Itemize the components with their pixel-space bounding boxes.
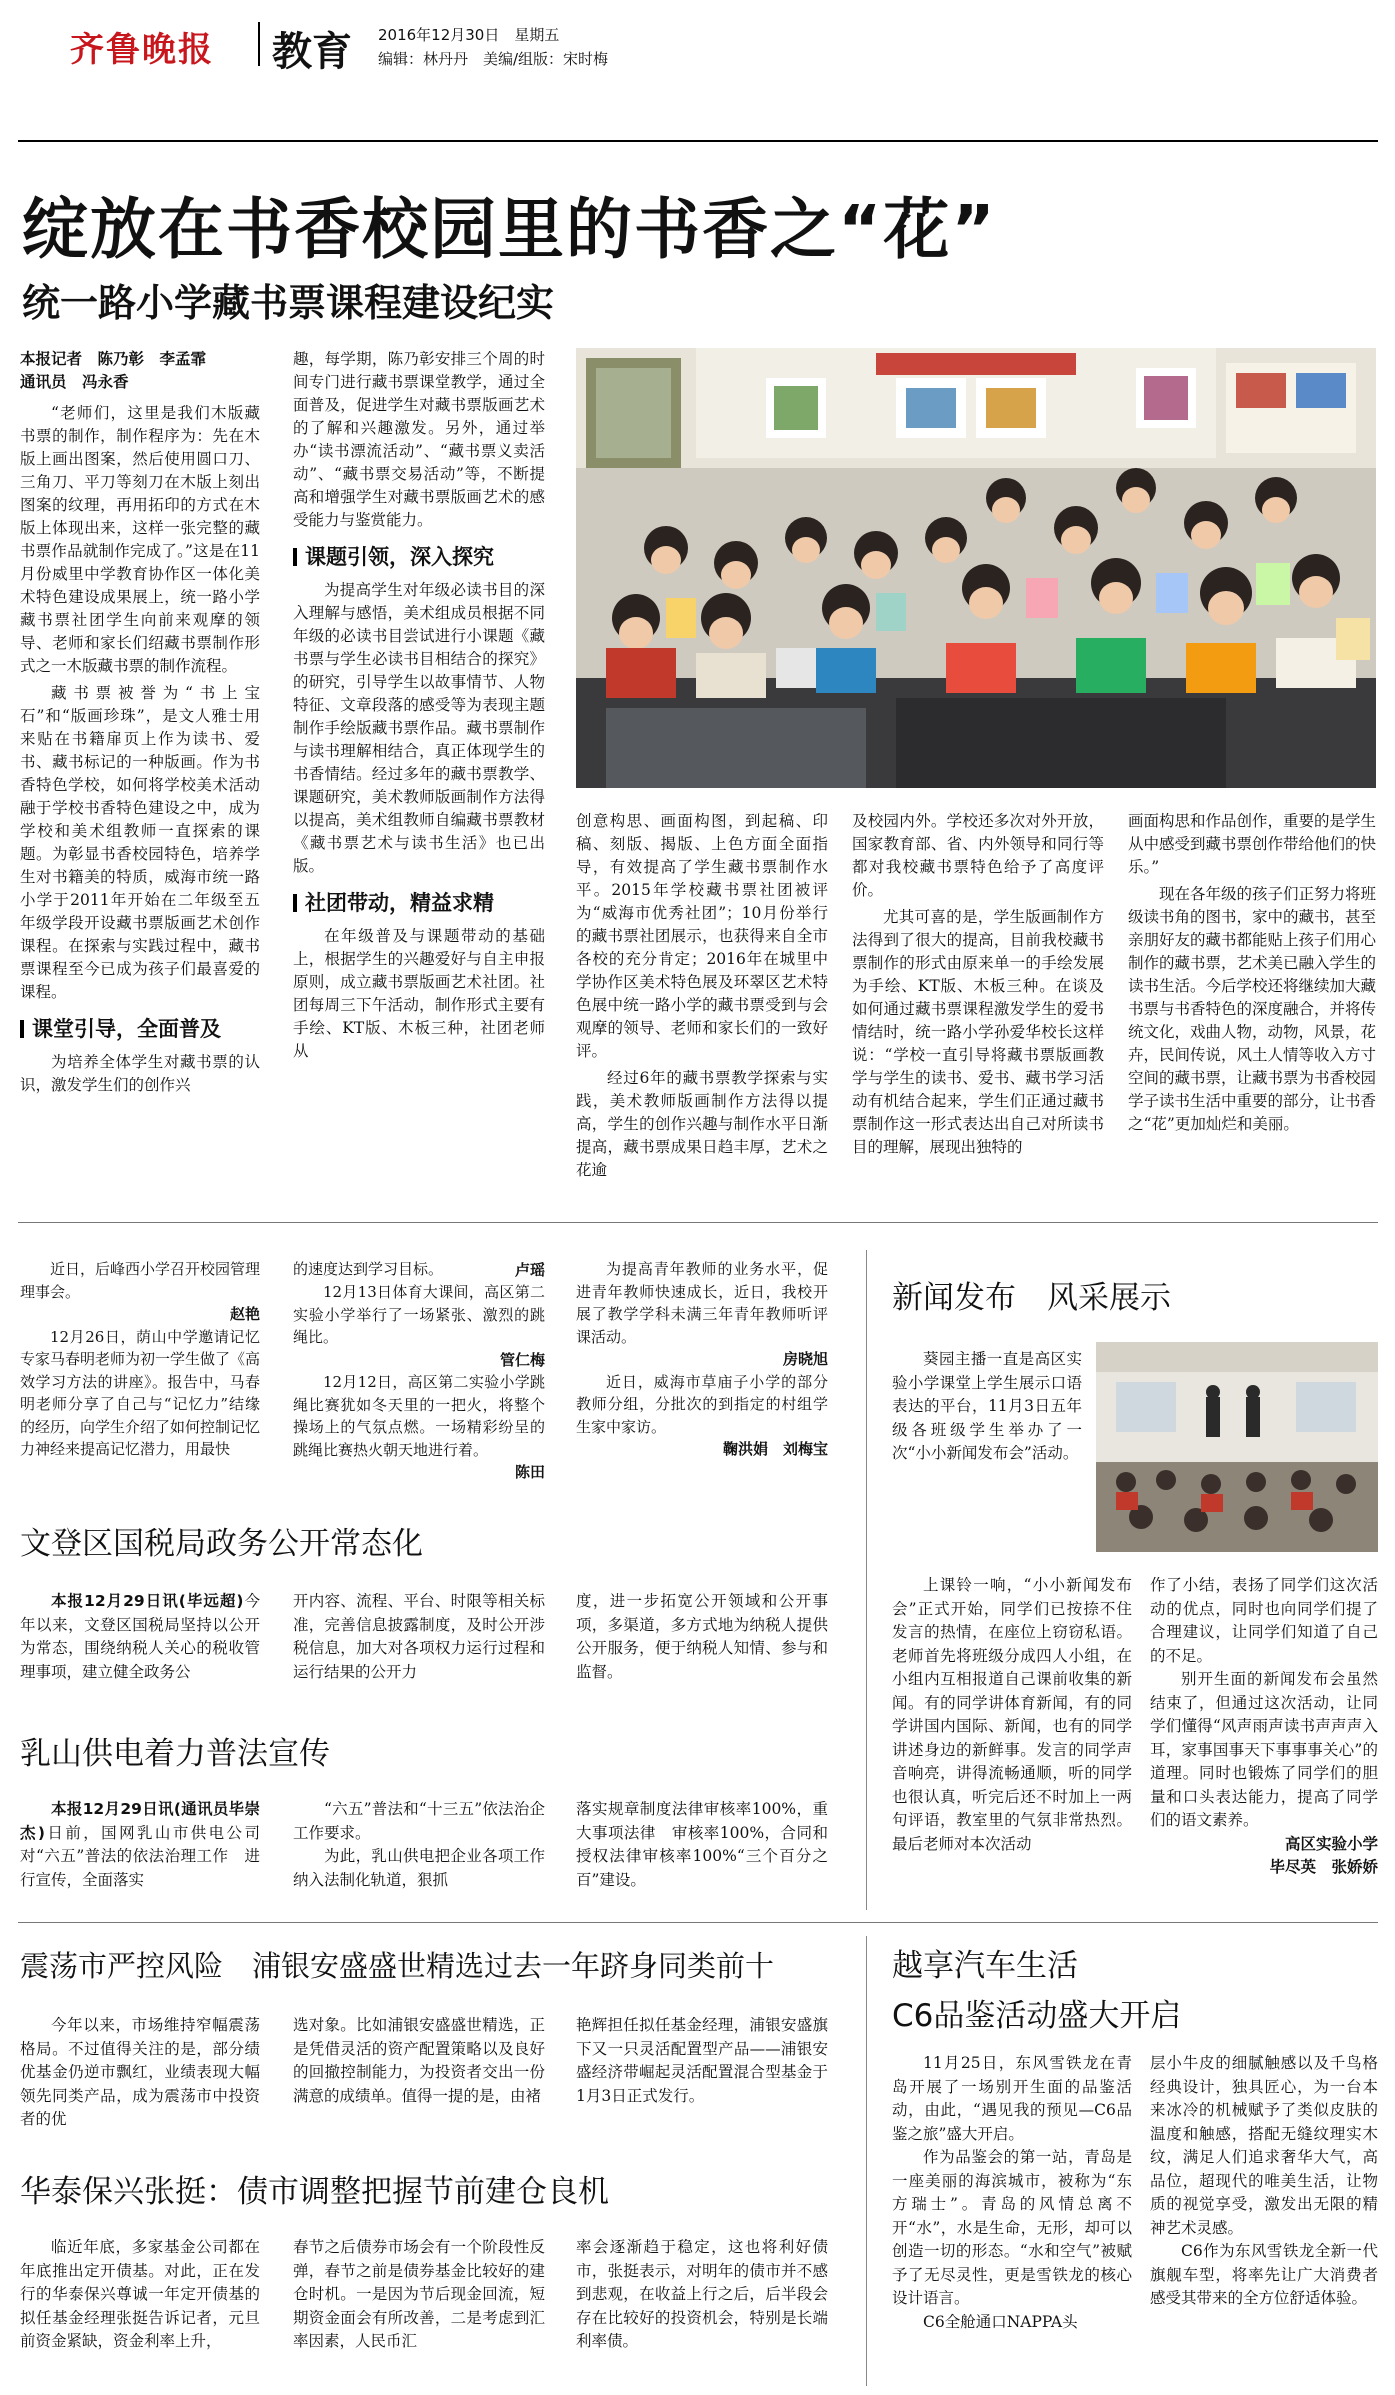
fund-paragraph: 今年以来，市场维持窄幅震荡格局。不过值得关注的是，部分绩优基金仍逆市飘红，业绩表现大幅领先同类产品，成为震荡市中投资者的优 xyxy=(20,2016,260,2128)
lead-section-head xyxy=(293,892,545,915)
car-column-2 xyxy=(1150,2052,1378,2311)
fund-paragraph: 艳辉担任拟任基金经理，浦银安盛旗下又一只灵活配置型产品——浦银安盛经济带崛起灵活配置混合型基金于1月3日正式发行。 xyxy=(576,2016,828,2105)
brief-paragraph: 12月12日，高区第二实验小学跳绳比赛犹如冬天里的一把火，将整个操场上的气氛点燃。一场精彩纷呈的跳绳比赛热火朝天地进行着。 xyxy=(293,1373,545,1459)
tax-paragraph xyxy=(20,1590,260,1684)
lead-paragraph: 为提高学生对年级必读书目的深入理解与感悟，美术组成员根据不同年级的必读书目尝试进行小课题《藏书票与学生必读书目相结合的探究》的研究，引导学生以故事情节、人物特征、文章段落的感受等为表现主题制作手绘版藏书票作品。藏书票制作与读书理解相结合，真正体现学生的书香情结。经过多年的藏书票教学、课题研究，美术教师版画制作方法得以提高，美术组教师自编藏书票教材《藏书票艺术与读书生活》也已出版。 xyxy=(293,581,545,875)
lead-paragraph: 现在各年级的孩子们正努力将班级读书角的图书，家中的藏书，甚至亲朋好友的藏书都能贴上孩子们用心制作的藏书票，艺术美已融入学生的读书生活。今后学校还将继续加大藏书票与书香特色的深度融合，并将传统文化，戏曲人物，动物，风景，花卉，民间传说，风土人情等收入方寸空间的藏书票，让藏书票为书香校园学子读书生活中重要的部分，让书香之“花”更加灿烂和美丽。 xyxy=(1128,885,1377,1133)
power-paragraph: 落实规章制度法律审核率100%，重大事项法律 审核率100%，合同和授权法律审核率100%“三个百分之百”建设。 xyxy=(576,1800,828,1889)
brief-paragraph: 近日，威海市草庙子小学的部分教师分组，分批次的到指定的村组学生家中家访。 xyxy=(576,1372,828,1436)
news-signature-1: 高区实验小学 xyxy=(1284,1834,1378,1853)
section-rule xyxy=(18,1222,1378,1223)
car-title-2: C6品鉴活动盛大开启 xyxy=(892,1998,1182,2034)
bond-column-1 xyxy=(20,2236,260,2354)
brief-signature: 鞠洪娟 刘梅宝 xyxy=(722,1440,828,1458)
power-title: 乳山供电着力普法宣传 xyxy=(20,1736,330,1772)
lead-column-5 xyxy=(1128,810,1376,1140)
tax-text: 今年以来，文登区国税局坚持以公开为常态，围绕纳税人关心的税收管理事项，建立健全政务公 xyxy=(20,1592,260,1681)
power-paragraph: 为此，乳山供电把企业各项工作纳入法制化轨道，狠抓 xyxy=(293,1847,545,1889)
brief-signature: 卢瑶 xyxy=(514,1260,545,1279)
news-paragraph: 别开生面的新闻发布会虽然结束了，但通过这次活动，让同学们懂得“风声雨声读书声声声入耳，家事国事天下事事事关心”的道理。同时也锻炼了同学们的胆量和口头表达能力，提高了同学们的语文素养。 xyxy=(1150,1670,1378,1829)
bond-paragraph: 临近年底，多家基金公司都在年底推出定开债基。对此，正在发行的华泰保兴尊诚一年定开债基的拟任基金经理张挺告诉记者，元旦前资金紧缺，资金利率上升， xyxy=(20,2238,260,2350)
briefs-column-3 xyxy=(576,1258,828,1461)
briefs-column-2 xyxy=(293,1258,545,1484)
classroom-photo xyxy=(576,348,1376,788)
bond-title: 华泰保兴张挺：债市调整把握节前建仓良机 xyxy=(20,2174,609,2210)
lead-paragraph: “老师们，这里是我们木版藏书票的制作，制作程序为：先在木版上画出图案，然后使用圆口刀、三角刀、平刀等刻刀在木版上刻出图案的纹理，再用拓印的方式在木版上体现出来，这样一张完整的藏书票作品就制作完成了。”这是在11月份威里中学教育协作区一体化美术特色建设成果展上，统一路小学藏书票社团学生向前来观摩的领导、老师和家长们绍藏书票制作形式之一木版藏书票的制作流程。 xyxy=(20,404,260,675)
lead-byline-1: 本报记者 陈乃彰 李孟霏 xyxy=(20,350,207,368)
section-bar xyxy=(20,1020,24,1038)
lead-column-1 xyxy=(20,348,260,1101)
classroom-photo-illustration xyxy=(576,348,1376,788)
lead-column-4 xyxy=(852,810,1104,1163)
lead-byline-2: 通讯员 冯永香 xyxy=(20,373,129,391)
tax-dateline: 本报12月29日讯(毕远超) xyxy=(51,1592,244,1610)
brief-paragraph: 的速度达到学习目标。 xyxy=(293,1260,444,1278)
power-column-2 xyxy=(293,1798,545,1892)
news-photo xyxy=(1096,1342,1378,1552)
lead-section-head xyxy=(20,1018,260,1041)
brief-signature: 陈田 xyxy=(514,1463,545,1481)
tax-column-2 xyxy=(293,1590,545,1684)
bond-column-2 xyxy=(293,2236,545,2354)
lead-subhead: 统一路小学藏书票课程建设纪实 xyxy=(22,281,555,325)
masthead-divider xyxy=(258,22,260,66)
section-head-text: 社团带动，精益求精 xyxy=(305,891,494,915)
power-text: 日前，国网乳山市供电公司对“六五”普法的依法治理工作 进行宣传，全面落实 xyxy=(20,1823,260,1889)
lead-paragraph: 藏书票被誉为“书上宝石”和“版画珍珠”，是文人雅士用来贴在书籍扉页上作为读书、爱书、藏书标记的一种版画。作为书香特色学校，如何将学校美术活动融于学校书香特色建设之中，成为学校和美术组教师一直探索的课题。为彰显书香校园特色，培养学生对书籍美的特质，威海市统一路小学于2011年开始在二年级至五年级学段开设藏书票版画艺术创作课程。在探索与实践过程中，藏书票课程至今已成为孩子们最喜爱的课程。 xyxy=(20,684,260,1001)
news-paragraph: 葵园主播一直是高区实验小学课堂上学生展示口语表达的平台，11月3日五年级各班级学生举办了一次“小小新闻发布会”活动。 xyxy=(892,1350,1082,1462)
bond-column-3 xyxy=(576,2236,828,2354)
lead-paragraph: 经过6年的藏书票教学探索与实践，美术教师版画制作方法得以提高，学生的创作兴趣与制作水平日渐提高，藏书票成果日趋丰厚，艺术之花逾 xyxy=(576,1069,828,1179)
brief-paragraph: 12月13日体育大课间，高区第二实验小学举行了一场紧张、激烈的跳绳比。 xyxy=(293,1283,545,1346)
car-box-divider xyxy=(866,1936,867,2386)
masthead-rule xyxy=(18,140,1378,142)
newspaper-logo: 齐鲁晚报 xyxy=(70,30,214,70)
lead-column-3 xyxy=(576,810,828,1186)
news-title: 新闻发布 风采展示 xyxy=(892,1280,1171,1316)
lead-headline: 绽放在书香校园里的书香之“花” xyxy=(22,191,997,268)
tax-paragraph: 度，进一步拓宽公开领域和公开事项，多渠道，多方式地为纳税人提供公开服务，便于纳税人知情、参与和监督。 xyxy=(576,1592,828,1681)
section-bar xyxy=(293,548,297,566)
car-column-1 xyxy=(892,2052,1132,2334)
fund-column-3 xyxy=(576,2014,828,2108)
tax-column-3 xyxy=(576,1590,828,1684)
fund-paragraph: 选对象。比如浦银安盛盛世精选，正是凭借灵活的资产配置策略以及良好的回撤控制能力，为投资者交出一份满意的成绩单。值得一提的是，由褚 xyxy=(293,2016,545,2105)
lead-paragraph: 尤其可喜的是，学生版画制作方法得到了很大的提高，目前我校藏书票制作的形式由原来单一的手绘发展为手绘、KT版、木板三种。在谈及如何通过藏书票课程激发学生的爱书情结时，统一路小学孙爱华校长这样说：“学校一直引导将藏书票版画教学与学生的读书、爱书、藏书学习活动有机结合起来，学生们正通过藏书票制作这一形式表达出自己对所读书目的理解，展现出独特的 xyxy=(852,908,1104,1156)
fund-title: 震荡市严控风险 浦银安盛盛世精选过去一年跻身同类前十 xyxy=(20,1949,775,1983)
section-bar xyxy=(293,894,297,912)
lead-paragraph: 趣，每学期，陈乃彰安排三个周的时间专门进行藏书票课堂教学，通过全面普及，促进学生对藏书票版画艺术的了解和兴趣激发。另外，通过举办“读书漂流活动”、“藏书票义卖活动”、“藏书票交易活动”等，不断提高和增强学生对藏书票版画艺术的感受能力与鉴赏能力。 xyxy=(293,350,545,529)
car-paragraph: C6作为东风雪铁龙全新一代旗舰车型，将率先让广大消费者感受其带来的全方位舒适体验。 xyxy=(1150,2242,1378,2307)
section-rule xyxy=(18,1922,1378,1923)
lead-paragraph: 在年级普及与课题带动的基础上，根据学生的兴趣爱好与自主申报原则，成立藏书票版画艺术社团。社团每周三下午活动，制作形式主要有手绘、KT版、木板三种，社团老师从 xyxy=(293,927,545,1060)
brief-paragraph: 为提高青年教师的业务水平，促进青年教师快速成长，近日，我校开展了教学学科未满三年青年教师听评课活动。 xyxy=(576,1260,828,1346)
brief-signature: 房晓旭 xyxy=(782,1350,828,1368)
lead-paragraph: 创意构思、画面构图，到起稿、印稿、刻版、揭版、上色方面全面指导，有效提高了学生藏书票制作水平。2015年学校藏书票社团被评为“威海市优秀社团”；10月份举行的藏书票社团展示，也获得来自全市各校的充分肯定；2016年在城里中学协作区美术特色展及环翠区艺术特色展中统一路小学的藏书票受到与会观摩的领导、老师和家长们的一致好评。 xyxy=(576,812,828,1060)
briefs-column-1 xyxy=(20,1258,260,1461)
fund-column-1 xyxy=(20,2014,260,2132)
section-head-text: 课堂引导，全面普及 xyxy=(32,1017,221,1041)
bond-paragraph: 率会逐渐趋于稳定，这也将利好债市，张挺表示，对明年的债市并不感到悲观，在收益上行之后，后半段会存在比较好的投资机会，特别是长端利率债。 xyxy=(576,2238,828,2350)
brief-signature: 赵艳 xyxy=(229,1305,260,1323)
brief-paragraph: 12月26日，荫山中学邀请记忆专家马春明老师为初一学生做了《高效学习方法的讲座》。报告中，马春明老师分享了自己与“记忆力”结缘的经历，向学生介绍了如何控制记忆力神经来提高记忆潜力，用最快 xyxy=(20,1327,261,1458)
news-signature-2: 毕尽英 张娇娇 xyxy=(1269,1858,1378,1876)
bond-paragraph: 春节之后债券市场会有一个阶段性反弹，春节之前是债券基金比较好的建仓时机。一是因为节后现金回流，短期资金面会有所改善，二是考虑到汇率因素，人民币汇 xyxy=(293,2238,545,2350)
tax-paragraph: 开内容、流程、平台、时限等相关标准，完善信息披露制度，及时公开涉税信息，加大对各项权力运行过程和运行结果的公开力 xyxy=(293,1592,545,1681)
car-paragraph: 11月25日，东风雪铁龙在青岛开展了一场别开生面的品鉴活动，由此，“遇见我的预见—C6品鉴之旅”盛大开启。 xyxy=(892,2054,1132,2143)
power-column-3 xyxy=(576,1798,828,1892)
lead-section-head xyxy=(293,546,545,569)
lead-paragraph: 及校园内外。学校还多次对外开放，国家教育部、省、内外领导和同行等都对我校藏书票特色给予了高度评价。 xyxy=(852,812,1104,899)
car-paragraph: 作为品鉴会的第一站，青岛是一座美丽的海滨城市，被称为“东方瑞士”。青岛的风情总离不开“水”，水是生命，无形，却可以创造一切的形态。“水和空气”被赋予了无尽灵性，更是雪铁龙的核心设计语言。 xyxy=(892,2148,1132,2307)
brief-signature: 管仁梅 xyxy=(499,1350,545,1369)
car-paragraph: 层小牛皮的细腻触感以及千鸟格经典设计，独具匠心，为一台本来冰冷的机械赋予了类似皮肤的温度和触感，搭配无缝纹理实木纹，满足人们追求奢华大气，高品位，超现代的唯美生活，让物质的视觉享受，激发出无限的精神艺术灵感。 xyxy=(1150,2054,1378,2237)
news-photo-illustration xyxy=(1096,1342,1378,1552)
power-dateline: 本报12月29日讯(通讯员毕崇杰) xyxy=(20,1800,260,1842)
power-paragraph xyxy=(20,1798,260,1892)
car-title-1: 越享汽车生活 xyxy=(892,1948,1078,1984)
lead-paragraph: 画面构思和作品创作，重要的是学生从中感受到藏书票创作带给他们的快乐。” xyxy=(1128,812,1377,876)
brief-paragraph: 近日，后峰西小学召开校园管理理事会。 xyxy=(20,1260,261,1301)
fund-column-2 xyxy=(293,2014,545,2108)
news-box-divider xyxy=(866,1250,867,1910)
section-head-text: 课题引领，深入探究 xyxy=(305,545,494,569)
tax-title: 文登区国税局政务公开常态化 xyxy=(20,1526,423,1562)
power-column-1 xyxy=(20,1798,260,1892)
lead-column-2 xyxy=(293,348,545,1067)
editor-credits: 编辑：林丹丹 美编/组版：宋时梅 xyxy=(378,50,609,68)
car-paragraph: C6全舱通口NAPPA头 xyxy=(923,2312,1078,2331)
news-paragraph: 作了小结，表扬了同学们这次活动的优点，同时也向同学们提了合理建议，让同学们知道了自己的不足。 xyxy=(1150,1576,1378,1665)
news-column-2 xyxy=(1150,1574,1378,1880)
tax-column-1 xyxy=(20,1590,260,1684)
news-intro xyxy=(892,1348,1082,1466)
news-column-1 xyxy=(892,1574,1132,1856)
news-paragraph: 上课铃一响，“小小新闻发布会”正式开始，同学们已按捺不住发言的热情，在座位上窃窃私语。老师首先将班级分成四人小组，在小组内互相报道自己课前收集的新闻。有的同学讲体育新闻，有的同学讲国内国际、新闻，也有的同学讲述身边的新鲜事。发言的同学声音响亮，讲得流畅通顺，听的同学也很认真，听完后还不时加上一两句评语，教室里的气氛非常热烈。最后老师对本次活动 xyxy=(892,1576,1132,1853)
lead-paragraph: 为培养全体学生对藏书票的认识，激发学生们的创作兴 xyxy=(20,1053,260,1094)
section-title: 教育 xyxy=(272,29,352,75)
power-paragraph: “六五”普法和“十三五”依法治企工作要求。 xyxy=(293,1800,545,1842)
issue-date: 2016年12月30日 星期五 xyxy=(378,26,560,44)
